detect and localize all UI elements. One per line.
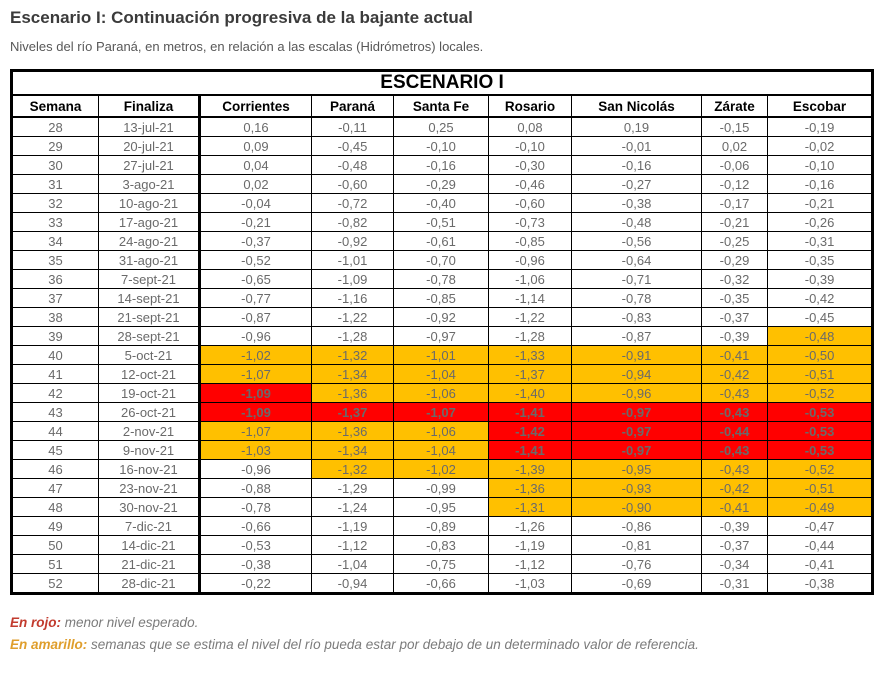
corrientes-cell: -0,88 bbox=[200, 479, 312, 498]
santa-fe-cell: -0,99 bbox=[394, 479, 489, 498]
col-header-finaliza: Finaliza bbox=[99, 95, 200, 117]
table-row bbox=[12, 137, 873, 156]
santa-fe-cell: -0,95 bbox=[394, 498, 489, 517]
col-header-zarate: Zárate bbox=[702, 95, 768, 117]
date-cell: 14-dic-21 bbox=[99, 536, 200, 555]
san-nicolas-cell: -0,56 bbox=[572, 232, 702, 251]
san-nicolas-cell: -0,81 bbox=[572, 536, 702, 555]
san-nicolas-cell: -0,69 bbox=[572, 574, 702, 594]
table-row bbox=[12, 327, 873, 346]
parana-cell: -0,45 bbox=[312, 137, 394, 156]
corrientes-cell: -1,09 bbox=[200, 403, 312, 422]
escobar-cell: -0,02 bbox=[768, 137, 873, 156]
corrientes-cell: -0,66 bbox=[200, 517, 312, 536]
zarate-cell: -0,44 bbox=[702, 422, 768, 441]
santa-fe-cell: -1,04 bbox=[394, 365, 489, 384]
parana-cell: -1,16 bbox=[312, 289, 394, 308]
week-cell: 46 bbox=[12, 460, 99, 479]
parana-cell: -1,01 bbox=[312, 251, 394, 270]
date-cell: 2-nov-21 bbox=[99, 422, 200, 441]
parana-cell: -1,04 bbox=[312, 555, 394, 574]
table-row bbox=[12, 384, 873, 403]
parana-cell: -0,82 bbox=[312, 213, 394, 232]
san-nicolas-cell: -0,48 bbox=[572, 213, 702, 232]
parana-cell: -1,22 bbox=[312, 308, 394, 327]
parana-cell: -1,34 bbox=[312, 365, 394, 384]
rosario-cell: 0,08 bbox=[489, 117, 572, 137]
santa-fe-cell: -0,40 bbox=[394, 194, 489, 213]
table-row bbox=[12, 213, 873, 232]
rosario-cell: -1,06 bbox=[489, 270, 572, 289]
table-row bbox=[12, 270, 873, 289]
escobar-cell: -0,50 bbox=[768, 346, 873, 365]
table-row bbox=[12, 175, 873, 194]
table-row bbox=[12, 536, 873, 555]
rosario-cell: -0,73 bbox=[489, 213, 572, 232]
zarate-cell: -0,06 bbox=[702, 156, 768, 175]
table-row bbox=[12, 517, 873, 536]
santa-fe-cell: -1,07 bbox=[394, 403, 489, 422]
date-cell: 31-ago-21 bbox=[99, 251, 200, 270]
week-cell: 40 bbox=[12, 346, 99, 365]
rosario-cell: -1,36 bbox=[489, 479, 572, 498]
table-row bbox=[12, 289, 873, 308]
date-cell: 7-sept-21 bbox=[99, 270, 200, 289]
col-header-corrientes: Corrientes bbox=[200, 95, 312, 117]
table-row bbox=[12, 555, 873, 574]
rosario-cell: -1,19 bbox=[489, 536, 572, 555]
zarate-cell: -0,42 bbox=[702, 479, 768, 498]
corrientes-cell: -0,77 bbox=[200, 289, 312, 308]
santa-fe-cell: -1,06 bbox=[394, 384, 489, 403]
corrientes-cell: 0,09 bbox=[200, 137, 312, 156]
san-nicolas-cell: 0,19 bbox=[572, 117, 702, 137]
table-row bbox=[12, 308, 873, 327]
corrientes-cell: -1,02 bbox=[200, 346, 312, 365]
parana-cell: -0,72 bbox=[312, 194, 394, 213]
parana-cell: -0,94 bbox=[312, 574, 394, 594]
week-cell: 38 bbox=[12, 308, 99, 327]
escobar-cell: -0,41 bbox=[768, 555, 873, 574]
corrientes-cell: -1,09 bbox=[200, 384, 312, 403]
escobar-cell: -0,48 bbox=[768, 327, 873, 346]
san-nicolas-cell: -0,97 bbox=[572, 441, 702, 460]
week-cell: 47 bbox=[12, 479, 99, 498]
date-cell: 13-jul-21 bbox=[99, 117, 200, 137]
legend-yellow-key: En amarillo: bbox=[10, 637, 88, 652]
corrientes-cell: -0,38 bbox=[200, 555, 312, 574]
date-cell: 21-dic-21 bbox=[99, 555, 200, 574]
santa-fe-cell: -0,10 bbox=[394, 137, 489, 156]
col-header-rosario: Rosario bbox=[489, 95, 572, 117]
week-cell: 51 bbox=[12, 555, 99, 574]
zarate-cell: -0,35 bbox=[702, 289, 768, 308]
san-nicolas-cell: -0,94 bbox=[572, 365, 702, 384]
corrientes-cell: -1,03 bbox=[200, 441, 312, 460]
week-cell: 37 bbox=[12, 289, 99, 308]
date-cell: 28-dic-21 bbox=[99, 574, 200, 594]
date-cell: 26-oct-21 bbox=[99, 403, 200, 422]
table-row bbox=[12, 574, 873, 594]
parana-cell: -1,24 bbox=[312, 498, 394, 517]
rosario-cell: -1,03 bbox=[489, 574, 572, 594]
san-nicolas-cell: -0,78 bbox=[572, 289, 702, 308]
san-nicolas-cell: -0,93 bbox=[572, 479, 702, 498]
table-row bbox=[12, 422, 873, 441]
rosario-cell: -1,12 bbox=[489, 555, 572, 574]
escobar-cell: -0,47 bbox=[768, 517, 873, 536]
zarate-cell: -0,42 bbox=[702, 365, 768, 384]
scenario-table bbox=[10, 69, 874, 595]
escobar-cell: -0,16 bbox=[768, 175, 873, 194]
san-nicolas-cell: -0,38 bbox=[572, 194, 702, 213]
san-nicolas-cell: -0,91 bbox=[572, 346, 702, 365]
escobar-cell: -0,39 bbox=[768, 270, 873, 289]
parana-cell: -0,11 bbox=[312, 117, 394, 137]
col-header-parana: Paraná bbox=[312, 95, 394, 117]
escobar-cell: -0,51 bbox=[768, 365, 873, 384]
parana-cell: -0,60 bbox=[312, 175, 394, 194]
zarate-cell: -0,34 bbox=[702, 555, 768, 574]
week-cell: 34 bbox=[12, 232, 99, 251]
san-nicolas-cell: -0,87 bbox=[572, 327, 702, 346]
santa-fe-cell: -0,89 bbox=[394, 517, 489, 536]
zarate-cell: -0,32 bbox=[702, 270, 768, 289]
san-nicolas-cell: -0,86 bbox=[572, 517, 702, 536]
santa-fe-cell: 0,25 bbox=[394, 117, 489, 137]
col-header-semana: Semana bbox=[12, 95, 99, 117]
corrientes-cell: -0,53 bbox=[200, 536, 312, 555]
date-cell: 3-ago-21 bbox=[99, 175, 200, 194]
zarate-cell: -0,31 bbox=[702, 574, 768, 594]
san-nicolas-cell: -0,64 bbox=[572, 251, 702, 270]
santa-fe-cell: -1,04 bbox=[394, 441, 489, 460]
table-row bbox=[12, 232, 873, 251]
rosario-cell: -1,42 bbox=[489, 422, 572, 441]
escobar-cell: -0,31 bbox=[768, 232, 873, 251]
escobar-cell: -0,52 bbox=[768, 460, 873, 479]
corrientes-cell: -0,96 bbox=[200, 460, 312, 479]
escobar-cell: -0,52 bbox=[768, 384, 873, 403]
rosario-cell: -1,41 bbox=[489, 403, 572, 422]
rosario-cell: -1,26 bbox=[489, 517, 572, 536]
week-cell: 31 bbox=[12, 175, 99, 194]
legend-yellow-text: semanas que se estima el nivel del río pueda estar por debajo de un determinado valor de referencia. bbox=[87, 637, 699, 652]
san-nicolas-cell: -0,96 bbox=[572, 384, 702, 403]
table-row bbox=[12, 479, 873, 498]
week-cell: 30 bbox=[12, 156, 99, 175]
san-nicolas-cell: -0,01 bbox=[572, 137, 702, 156]
date-cell: 27-jul-21 bbox=[99, 156, 200, 175]
zarate-cell: -0,15 bbox=[702, 117, 768, 137]
table-row bbox=[12, 365, 873, 384]
table-title: ESCENARIO I bbox=[12, 71, 873, 96]
santa-fe-cell: -0,78 bbox=[394, 270, 489, 289]
parana-cell: -1,29 bbox=[312, 479, 394, 498]
santa-fe-cell: -0,61 bbox=[394, 232, 489, 251]
santa-fe-cell: -1,01 bbox=[394, 346, 489, 365]
corrientes-cell: -0,52 bbox=[200, 251, 312, 270]
escobar-cell: -0,49 bbox=[768, 498, 873, 517]
santa-fe-cell: -0,66 bbox=[394, 574, 489, 594]
date-cell: 7-dic-21 bbox=[99, 517, 200, 536]
table-row bbox=[12, 460, 873, 479]
santa-fe-cell: -0,97 bbox=[394, 327, 489, 346]
escobar-cell: -0,35 bbox=[768, 251, 873, 270]
parana-cell: -1,37 bbox=[312, 403, 394, 422]
corrientes-cell: -0,96 bbox=[200, 327, 312, 346]
week-cell: 45 bbox=[12, 441, 99, 460]
parana-cell: -1,36 bbox=[312, 384, 394, 403]
page-subtitle: Niveles del río Paraná, en metros, en relación a las escalas (Hidrómetros) locales. bbox=[10, 39, 484, 54]
san-nicolas-cell: -0,95 bbox=[572, 460, 702, 479]
corrientes-cell: -1,07 bbox=[200, 365, 312, 384]
zarate-cell: -0,37 bbox=[702, 308, 768, 327]
table-row bbox=[12, 194, 873, 213]
date-cell: 20-jul-21 bbox=[99, 137, 200, 156]
week-cell: 43 bbox=[12, 403, 99, 422]
zarate-cell: -0,25 bbox=[702, 232, 768, 251]
santa-fe-cell: -0,92 bbox=[394, 308, 489, 327]
parana-cell: -1,36 bbox=[312, 422, 394, 441]
parana-cell: -1,32 bbox=[312, 460, 394, 479]
date-cell: 28-sept-21 bbox=[99, 327, 200, 346]
zarate-cell: -0,17 bbox=[702, 194, 768, 213]
week-cell: 39 bbox=[12, 327, 99, 346]
san-nicolas-cell: -0,76 bbox=[572, 555, 702, 574]
corrientes-cell: -0,04 bbox=[200, 194, 312, 213]
week-cell: 52 bbox=[12, 574, 99, 594]
santa-fe-cell: -1,02 bbox=[394, 460, 489, 479]
table-row bbox=[12, 441, 873, 460]
week-cell: 33 bbox=[12, 213, 99, 232]
santa-fe-cell: -1,06 bbox=[394, 422, 489, 441]
col-header-santa-fe: Santa Fe bbox=[394, 95, 489, 117]
escobar-cell: -0,51 bbox=[768, 479, 873, 498]
week-cell: 50 bbox=[12, 536, 99, 555]
zarate-cell: -0,37 bbox=[702, 536, 768, 555]
week-cell: 48 bbox=[12, 498, 99, 517]
parana-cell: -1,09 bbox=[312, 270, 394, 289]
date-cell: 5-oct-21 bbox=[99, 346, 200, 365]
week-cell: 32 bbox=[12, 194, 99, 213]
date-cell: 12-oct-21 bbox=[99, 365, 200, 384]
santa-fe-cell: -0,16 bbox=[394, 156, 489, 175]
parana-cell: -1,32 bbox=[312, 346, 394, 365]
escobar-cell: -0,53 bbox=[768, 403, 873, 422]
corrientes-cell: -0,78 bbox=[200, 498, 312, 517]
rosario-cell: -0,85 bbox=[489, 232, 572, 251]
zarate-cell: -0,29 bbox=[702, 251, 768, 270]
rosario-cell: -1,22 bbox=[489, 308, 572, 327]
zarate-cell: -0,12 bbox=[702, 175, 768, 194]
san-nicolas-cell: -0,16 bbox=[572, 156, 702, 175]
parana-cell: -0,48 bbox=[312, 156, 394, 175]
date-cell: 19-oct-21 bbox=[99, 384, 200, 403]
table-row bbox=[12, 117, 873, 137]
rosario-cell: -0,10 bbox=[489, 137, 572, 156]
table-row bbox=[12, 156, 873, 175]
escobar-cell: -0,53 bbox=[768, 422, 873, 441]
zarate-cell: 0,02 bbox=[702, 137, 768, 156]
rosario-cell: -1,37 bbox=[489, 365, 572, 384]
santa-fe-cell: -0,85 bbox=[394, 289, 489, 308]
week-cell: 29 bbox=[12, 137, 99, 156]
col-header-san-nicolas: San Nicolás bbox=[572, 95, 702, 117]
zarate-cell: -0,21 bbox=[702, 213, 768, 232]
zarate-cell: -0,39 bbox=[702, 517, 768, 536]
rosario-cell: -1,33 bbox=[489, 346, 572, 365]
col-header-escobar: Escobar bbox=[768, 95, 873, 117]
date-cell: 14-sept-21 bbox=[99, 289, 200, 308]
parana-cell: -1,19 bbox=[312, 517, 394, 536]
rosario-cell: -0,96 bbox=[489, 251, 572, 270]
rosario-cell: -1,40 bbox=[489, 384, 572, 403]
date-cell: 9-nov-21 bbox=[99, 441, 200, 460]
rosario-cell: -0,30 bbox=[489, 156, 572, 175]
table-row bbox=[12, 346, 873, 365]
week-cell: 36 bbox=[12, 270, 99, 289]
san-nicolas-cell: -0,27 bbox=[572, 175, 702, 194]
santa-fe-cell: -0,51 bbox=[394, 213, 489, 232]
corrientes-cell: 0,16 bbox=[200, 117, 312, 137]
corrientes-cell: -1,07 bbox=[200, 422, 312, 441]
corrientes-cell: 0,02 bbox=[200, 175, 312, 194]
parana-cell: -1,12 bbox=[312, 536, 394, 555]
week-cell: 28 bbox=[12, 117, 99, 137]
date-cell: 21-sept-21 bbox=[99, 308, 200, 327]
san-nicolas-cell: -0,97 bbox=[572, 422, 702, 441]
escobar-cell: -0,44 bbox=[768, 536, 873, 555]
santa-fe-cell: -0,70 bbox=[394, 251, 489, 270]
table-body bbox=[12, 117, 873, 594]
santa-fe-cell: -0,83 bbox=[394, 536, 489, 555]
date-cell: 30-nov-21 bbox=[99, 498, 200, 517]
corrientes-cell: 0,04 bbox=[200, 156, 312, 175]
santa-fe-cell: -0,29 bbox=[394, 175, 489, 194]
table-title-row bbox=[12, 71, 873, 96]
rosario-cell: -1,41 bbox=[489, 441, 572, 460]
page-title: Escenario I: Continuación progresiva de la bajante actual bbox=[10, 8, 473, 27]
legend bbox=[10, 615, 881, 652]
corrientes-cell: -0,65 bbox=[200, 270, 312, 289]
parana-cell: -1,34 bbox=[312, 441, 394, 460]
zarate-cell: -0,43 bbox=[702, 384, 768, 403]
rosario-cell: -1,28 bbox=[489, 327, 572, 346]
table-row bbox=[12, 251, 873, 270]
corrientes-cell: -0,22 bbox=[200, 574, 312, 594]
corrientes-cell: -0,21 bbox=[200, 213, 312, 232]
week-cell: 44 bbox=[12, 422, 99, 441]
week-cell: 35 bbox=[12, 251, 99, 270]
date-cell: 16-nov-21 bbox=[99, 460, 200, 479]
escobar-cell: -0,10 bbox=[768, 156, 873, 175]
escobar-cell: -0,19 bbox=[768, 117, 873, 137]
week-cell: 49 bbox=[12, 517, 99, 536]
week-cell: 42 bbox=[12, 384, 99, 403]
rosario-cell: -1,14 bbox=[489, 289, 572, 308]
legend-red-text: menor nivel esperado. bbox=[61, 615, 199, 630]
zarate-cell: -0,41 bbox=[702, 498, 768, 517]
date-cell: 23-nov-21 bbox=[99, 479, 200, 498]
santa-fe-cell: -0,75 bbox=[394, 555, 489, 574]
san-nicolas-cell: -0,71 bbox=[572, 270, 702, 289]
corrientes-cell: -0,37 bbox=[200, 232, 312, 251]
escobar-cell: -0,26 bbox=[768, 213, 873, 232]
legend-yellow-line bbox=[10, 637, 881, 652]
date-cell: 10-ago-21 bbox=[99, 194, 200, 213]
date-cell: 24-ago-21 bbox=[99, 232, 200, 251]
parana-cell: -1,28 bbox=[312, 327, 394, 346]
rosario-cell: -1,39 bbox=[489, 460, 572, 479]
rosario-cell: -0,46 bbox=[489, 175, 572, 194]
parana-cell: -0,92 bbox=[312, 232, 394, 251]
san-nicolas-cell: -0,83 bbox=[572, 308, 702, 327]
date-cell: 17-ago-21 bbox=[99, 213, 200, 232]
table-header-row bbox=[12, 95, 873, 117]
legend-red-line bbox=[10, 615, 881, 630]
table-row bbox=[12, 498, 873, 517]
escobar-cell: -0,21 bbox=[768, 194, 873, 213]
zarate-cell: -0,39 bbox=[702, 327, 768, 346]
zarate-cell: -0,43 bbox=[702, 441, 768, 460]
zarate-cell: -0,43 bbox=[702, 403, 768, 422]
escobar-cell: -0,42 bbox=[768, 289, 873, 308]
escobar-cell: -0,45 bbox=[768, 308, 873, 327]
rosario-cell: -0,60 bbox=[489, 194, 572, 213]
rosario-cell: -1,31 bbox=[489, 498, 572, 517]
zarate-cell: -0,43 bbox=[702, 460, 768, 479]
table-row bbox=[12, 403, 873, 422]
escobar-cell: -0,38 bbox=[768, 574, 873, 594]
san-nicolas-cell: -0,90 bbox=[572, 498, 702, 517]
escobar-cell: -0,53 bbox=[768, 441, 873, 460]
san-nicolas-cell: -0,97 bbox=[572, 403, 702, 422]
zarate-cell: -0,41 bbox=[702, 346, 768, 365]
legend-red-key: En rojo: bbox=[10, 615, 61, 630]
corrientes-cell: -0,87 bbox=[200, 308, 312, 327]
week-cell: 41 bbox=[12, 365, 99, 384]
